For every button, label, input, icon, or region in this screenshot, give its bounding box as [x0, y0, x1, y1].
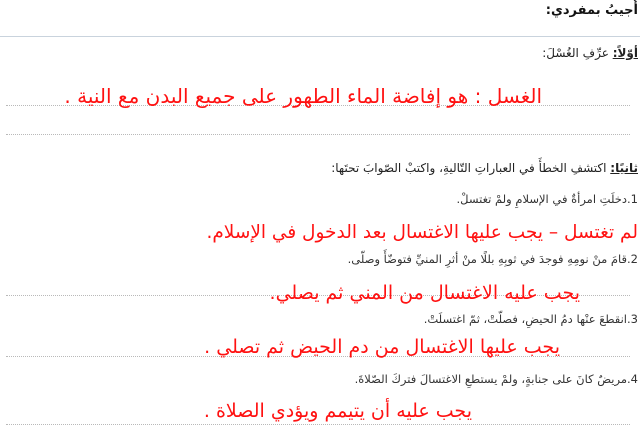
title-divider	[0, 36, 640, 37]
answer-line	[6, 424, 630, 425]
question-item-3: 3.انقطعَ عنْها دمُ الحيضِ، فصلّتْ، ثمّ اغتسلَتْ.	[423, 312, 638, 326]
item-3-answer: يجب عليها الاغتسال من دم الحيض ثم تصلي .	[204, 336, 560, 358]
section2-heading	[331, 161, 638, 175]
section1-heading-text: عرِّفِ الغُسْلَ:	[542, 46, 613, 60]
section2-heading-text: اكتشفِ الخطأَ في العباراتِ التّاليةِ، واكتبْ الصّوابَ تحتَها:	[331, 161, 611, 175]
page-title: أُجيبُ بمفردي:	[545, 3, 638, 18]
question-item-4: 4.مريضٌ كانَ على جنابةٍ، ولمْ يستطعِ الاغتسالَ فتركَ الصّلاةَ.	[354, 372, 638, 386]
section1-answer: الغسل : هو إفاضة الماء الطهور على جميع البدن مع النية .	[64, 84, 542, 108]
question-item-2: 2.قامَ منْ نومِهِ فوجدَ في ثوبِهِ بللًا منْ أثرِ المنيِّ فتوضّأَ وصلّى.	[347, 252, 638, 266]
item-2-answer: يجب عليه الاغتسال من المني ثم يصلي.	[269, 282, 580, 304]
section1-number: أوّلاً:	[612, 46, 638, 60]
question-item-1: 1.دخلَتِ امرأةٌ في الإسلامِ ولمْ تغتسلْ.	[456, 192, 638, 206]
section1-heading	[542, 46, 638, 60]
section2-number: ثانيًا:	[610, 161, 638, 175]
item-4-answer: يجب عليه أن يتيمم ويؤدي الصلاة .	[203, 400, 472, 422]
answer-line	[6, 134, 630, 135]
item-1-answer: لم تغتسل – يجب عليها الاغتسال بعد الدخول في الإسلام.	[206, 222, 638, 243]
